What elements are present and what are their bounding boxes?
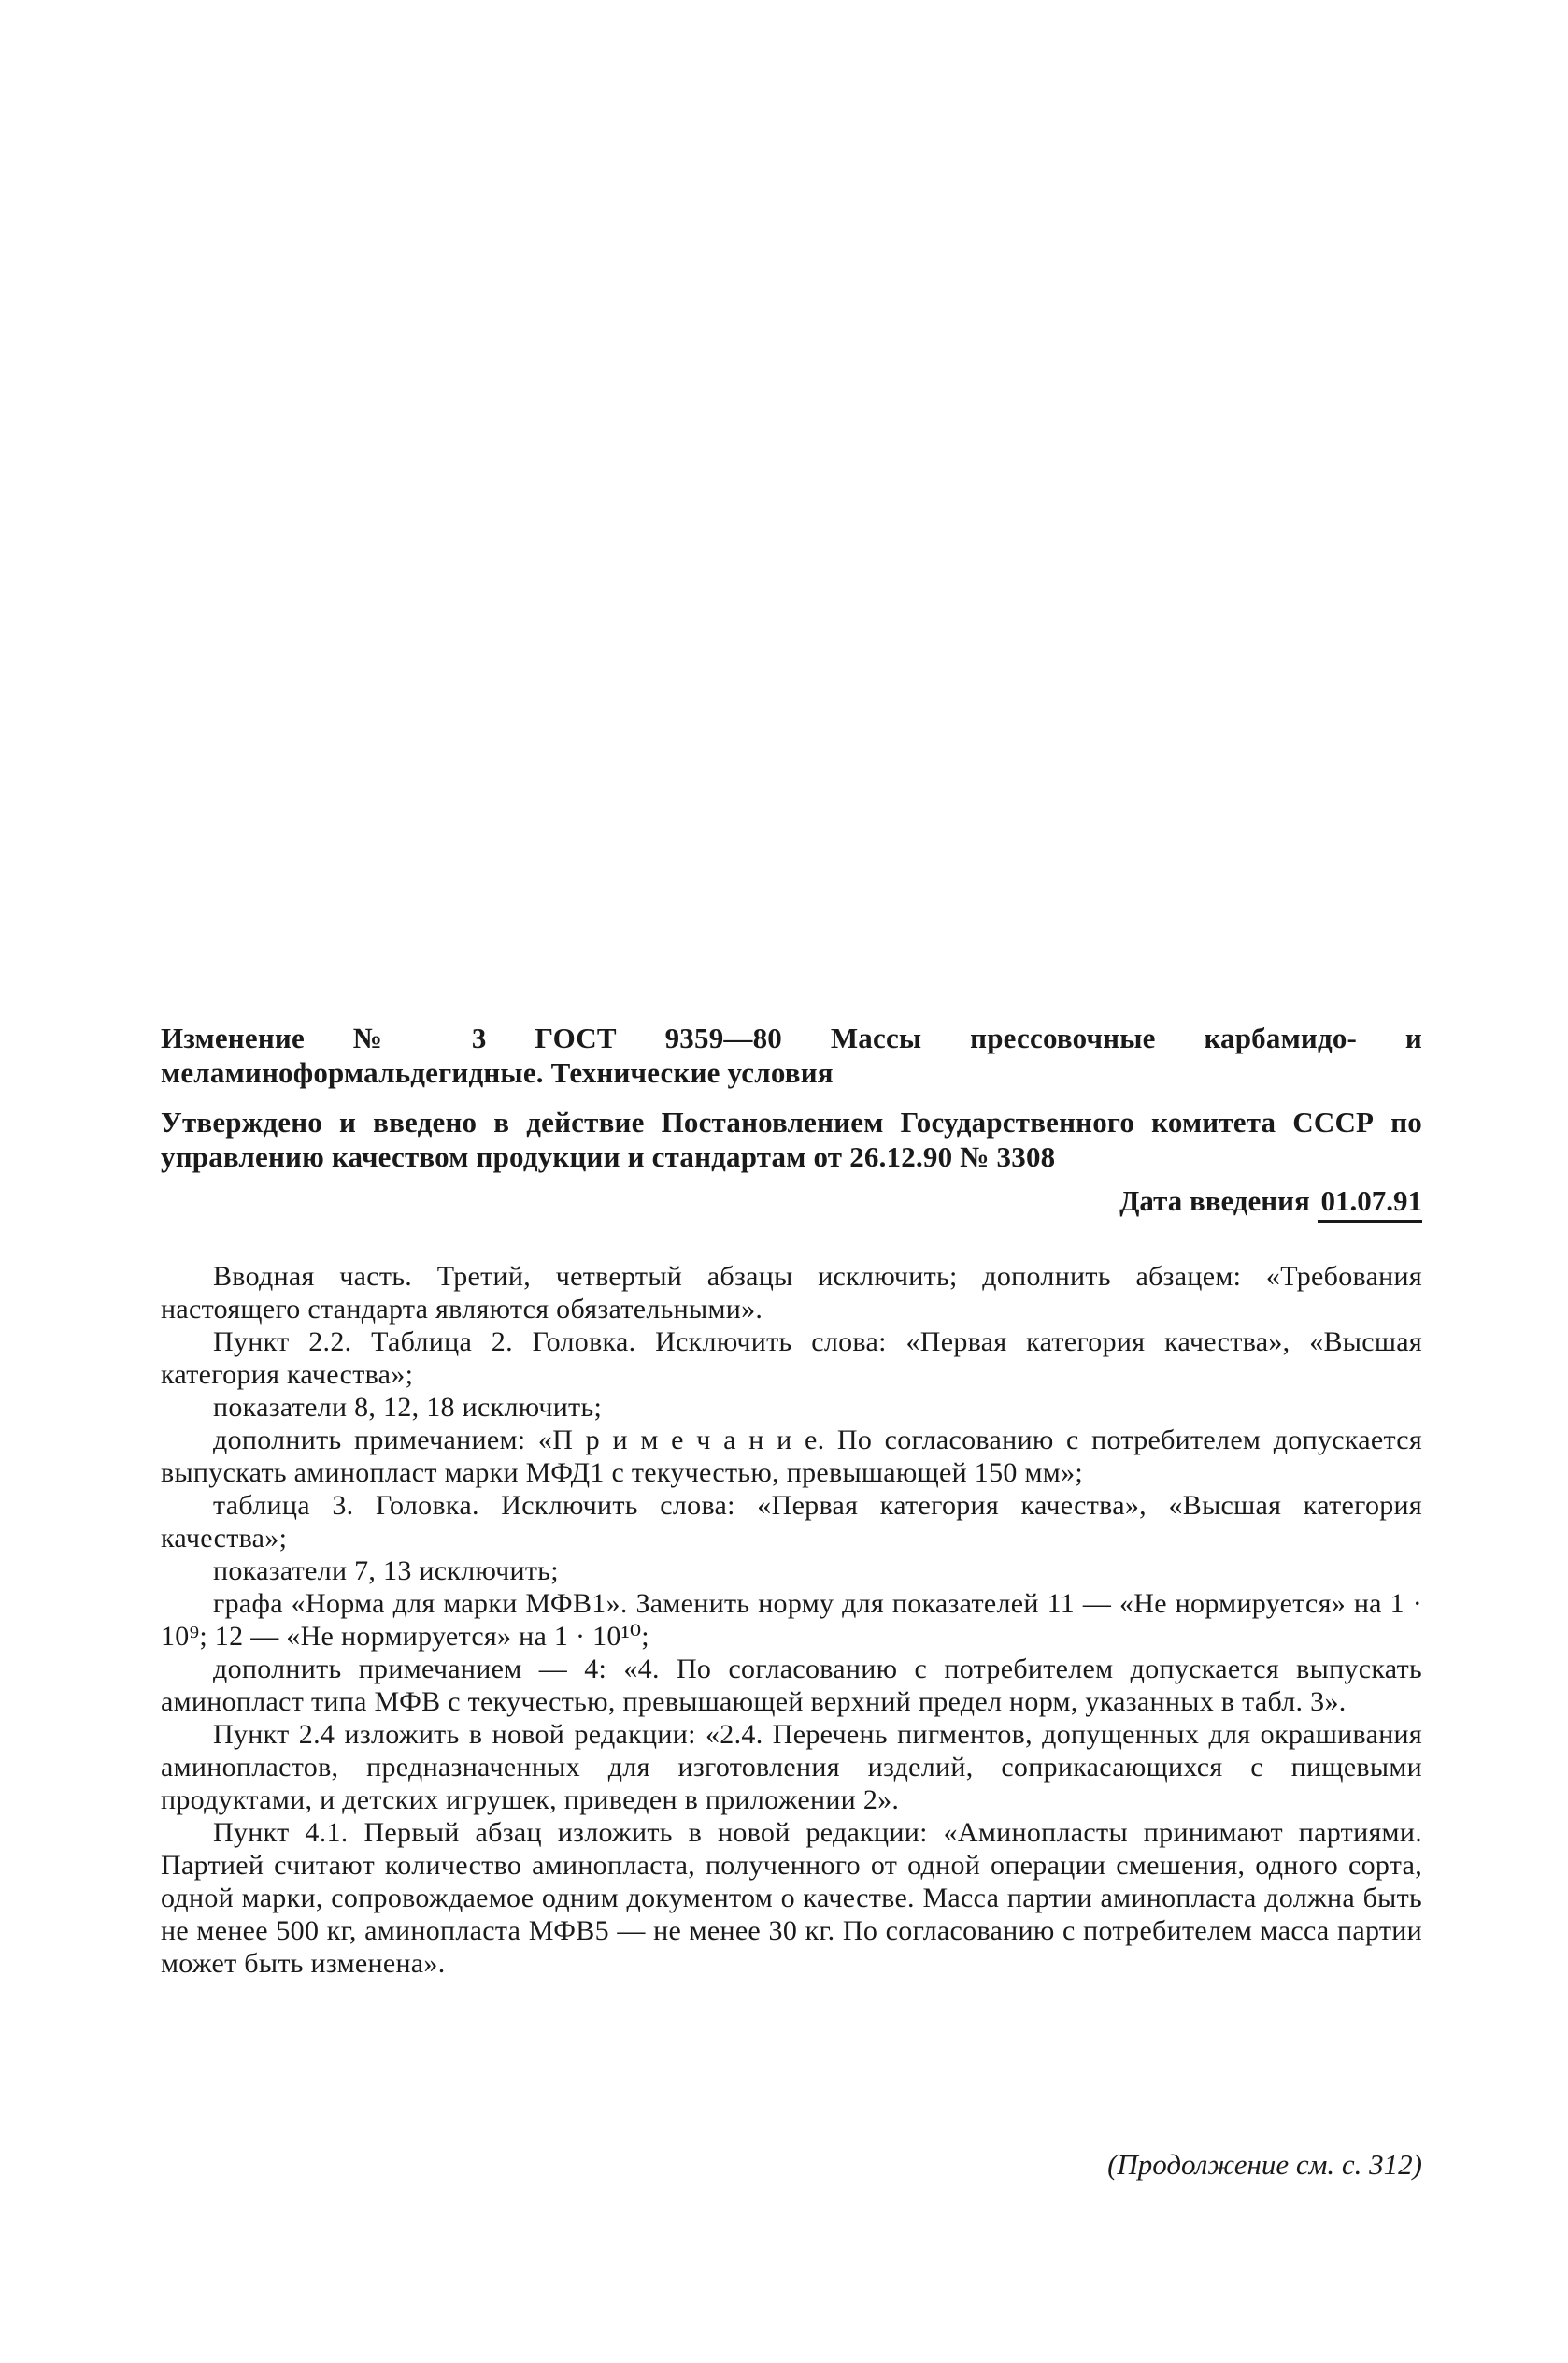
continuation-note: (Продолжение см. с. 312) (1107, 2148, 1422, 2181)
effective-date-label: Дата введения (1119, 1184, 1310, 1217)
paragraph-column-mfv1: графа «Норма для марки МФВ1». Заменить норму для показателей 11 — «Не нормируется» на 1 · 10⁹; 12 — «Не нормируется» на 1 · 10¹⁰; (161, 1588, 1422, 1652)
amendment-title: Изменение № 3 ГОСТ 9359—80 Массы прессовочные карбамидо- и меламиноформальдегидные. Технические условия (161, 1022, 1422, 1089)
paragraph-note-added: дополнить примечанием: «П р и м е ч а н и е. По согласованию с потребителем допускается выпускать аминопласт марки МФД1 с текучестью, превышающей 150 мм»; (161, 1425, 1422, 1488)
paragraph-indicators-7-13: показатели 7, 13 исключить; (213, 1555, 559, 1586)
paragraph-table-3: таблица 3. Головка. Исключить слова: «Первая категория качества», «Высшая категория качества»; (161, 1490, 1422, 1554)
approval-statement: Утверждено и введено в действие Постановлением Государственного комитета СССР по управлению качеством продукции и стандартам от 26.12.90 № 3308 (161, 1106, 1422, 1173)
paragraph-clause-2-2: Пункт 2.2. Таблица 2. Головка. Исключить слова: «Первая категория качества», «Высшая категория качества»; (161, 1326, 1422, 1390)
paragraph-note-4: дополнить примечанием — 4: «4. По согласованию с потребителем допускается выпускать аминопласт типа МФВ с текучестью, превышающей верхний предел норм, указанных в табл. 3». (161, 1654, 1422, 1717)
document-heading (161, 1021, 1422, 1223)
paragraph-intro: Вводная часть. Третий, четвертый абзацы исключить; дополнить абзацем: «Требования настоящего стандарта являются обязательными». (161, 1261, 1422, 1325)
paragraph-clause-4-1: Пункт 4.1. Первый абзац изложить в новой редакции: «Аминопласты принимают партиями. Партией считают количество аминопласта, полученного от одной операции смешения, одного сорта, одной марки, сопровождаемое одним документом о качестве. Масса партии аминопласта должна быть не менее 500 кг, аминопласта МФВ5 — не менее 30 кг. По согласованию с потребителем масса партии может быть изменена». (161, 1817, 1422, 1979)
amendment-body (161, 1260, 1422, 1980)
paragraph-indicators-excluded: показатели 8, 12, 18 исключить; (213, 1392, 603, 1423)
effective-date-line (161, 1183, 1422, 1223)
effective-date-value: 01.07.91 (1318, 1183, 1423, 1223)
paragraph-clause-2-4: Пункт 2.4 изложить в новой редакции: «2.4. Перечень пигментов, допущенных для окрашивания аминопластов, предназначенных для изготовления изделий, соприкасающихся с пищевыми продуктами, и детских игрушек, приведен в приложении 2». (161, 1719, 1422, 1815)
